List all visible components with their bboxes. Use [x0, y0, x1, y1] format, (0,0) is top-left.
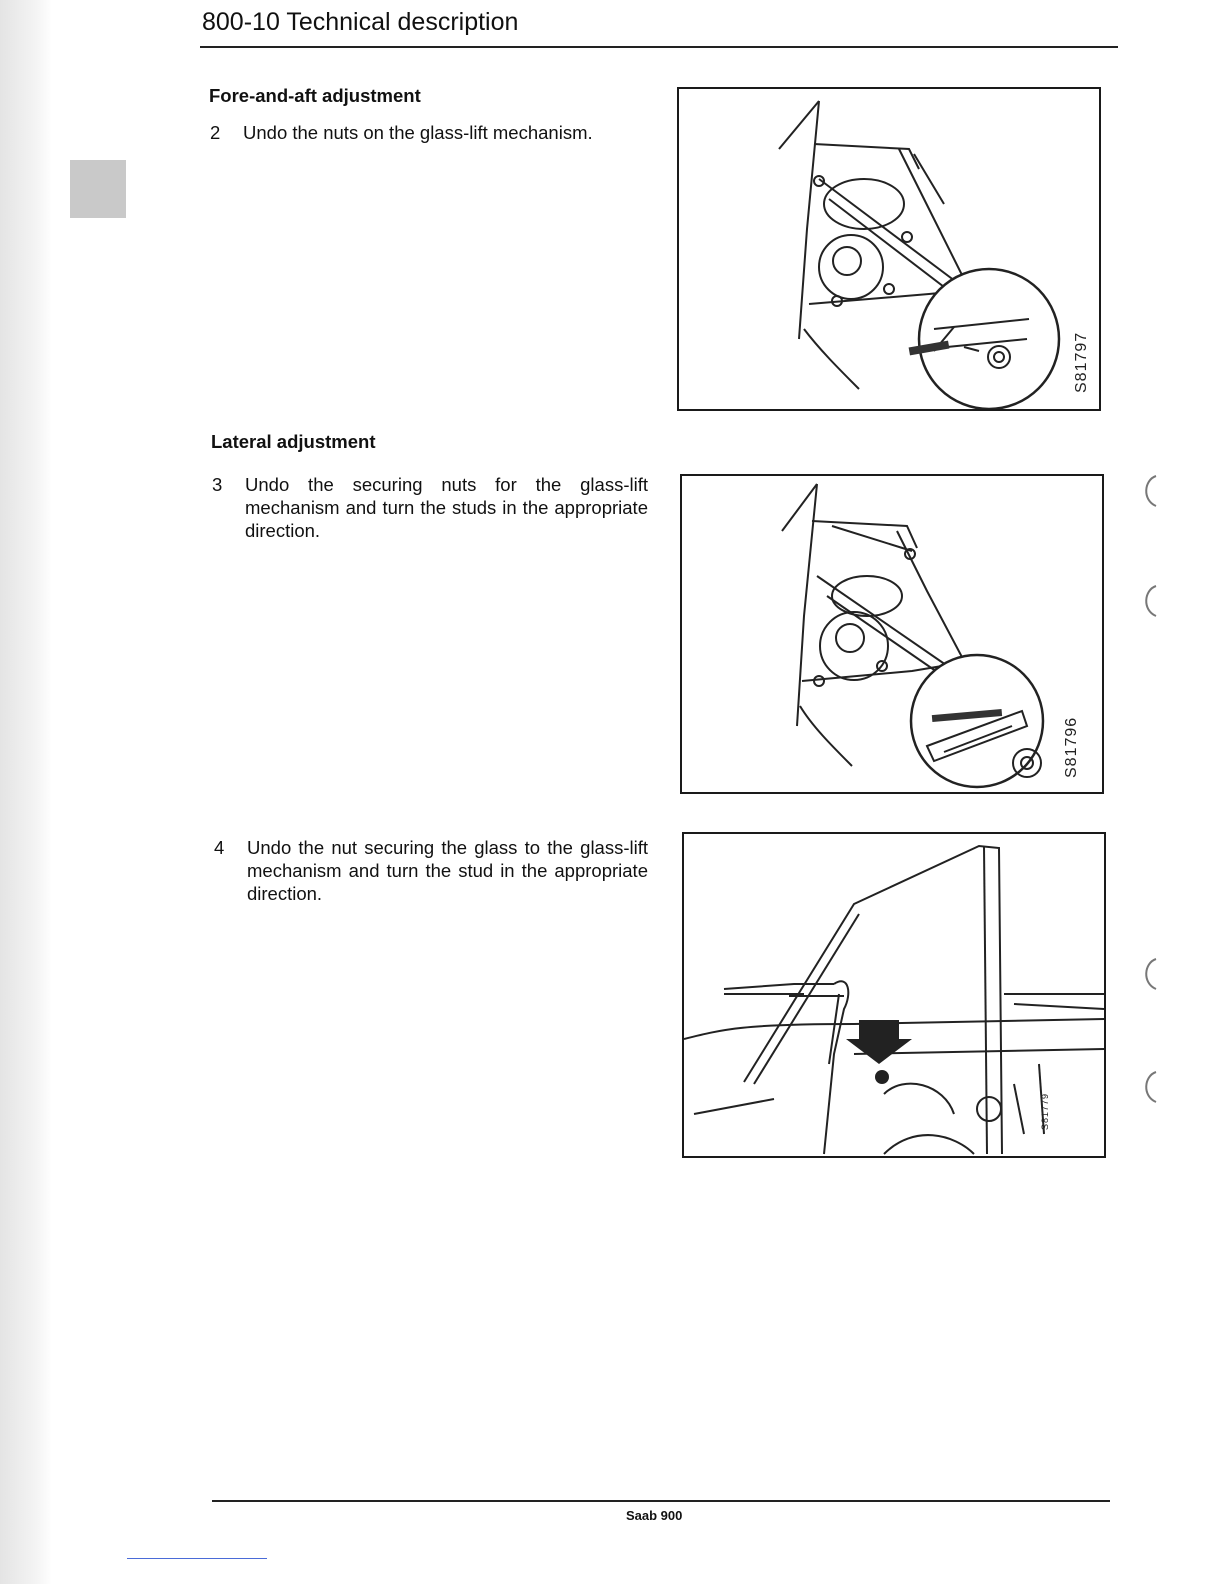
- binder-hole-icon: [1138, 582, 1160, 620]
- figure-code-label: S81796: [1063, 716, 1080, 778]
- step-text: Undo the nut securing the glass to the glass-lift mechanism and turn the stud in the appropriate direction.: [247, 837, 648, 904]
- section-heading-fore-aft: Fore-and-aft adjustment: [209, 85, 421, 106]
- section-heading-lateral: Lateral adjustment: [211, 431, 376, 452]
- figure-s81797: [677, 87, 1101, 411]
- step-text: Undo the nuts on the glass-lift mechanism.: [243, 122, 593, 143]
- step-number: 2: [210, 122, 221, 143]
- footer-divider: [212, 1500, 1110, 1502]
- glass-lift-mechanism-studs-illustration: [682, 476, 1102, 792]
- step-2: [210, 121, 646, 144]
- binder-hole-icon: [1138, 1068, 1160, 1106]
- footer-model-label: Saab 900: [626, 1508, 683, 1523]
- binder-hole-icon: [1138, 955, 1160, 993]
- step-number: 3: [212, 474, 223, 495]
- figure-code-label: S81797: [1073, 331, 1090, 393]
- glass-lift-mechanism-nuts-illustration: [679, 89, 1099, 409]
- header-divider: [200, 46, 1118, 48]
- figure-code-label: S81779: [1040, 1092, 1050, 1130]
- section-tab-marker: [70, 160, 126, 218]
- page-title: 800-10 Technical description: [202, 8, 519, 36]
- binder-hole-icon: [1138, 472, 1160, 510]
- step-text: Undo the securing nuts for the glass-lift mechanism and turn the studs in the appropriate direction.: [245, 474, 648, 541]
- page-binding-strip: [0, 0, 52, 1584]
- step-3: [212, 473, 648, 542]
- step-number: 4: [214, 837, 225, 858]
- bottom-link-underline: [127, 1558, 267, 1559]
- step-4: [214, 836, 648, 905]
- figure-s81796: [680, 474, 1104, 794]
